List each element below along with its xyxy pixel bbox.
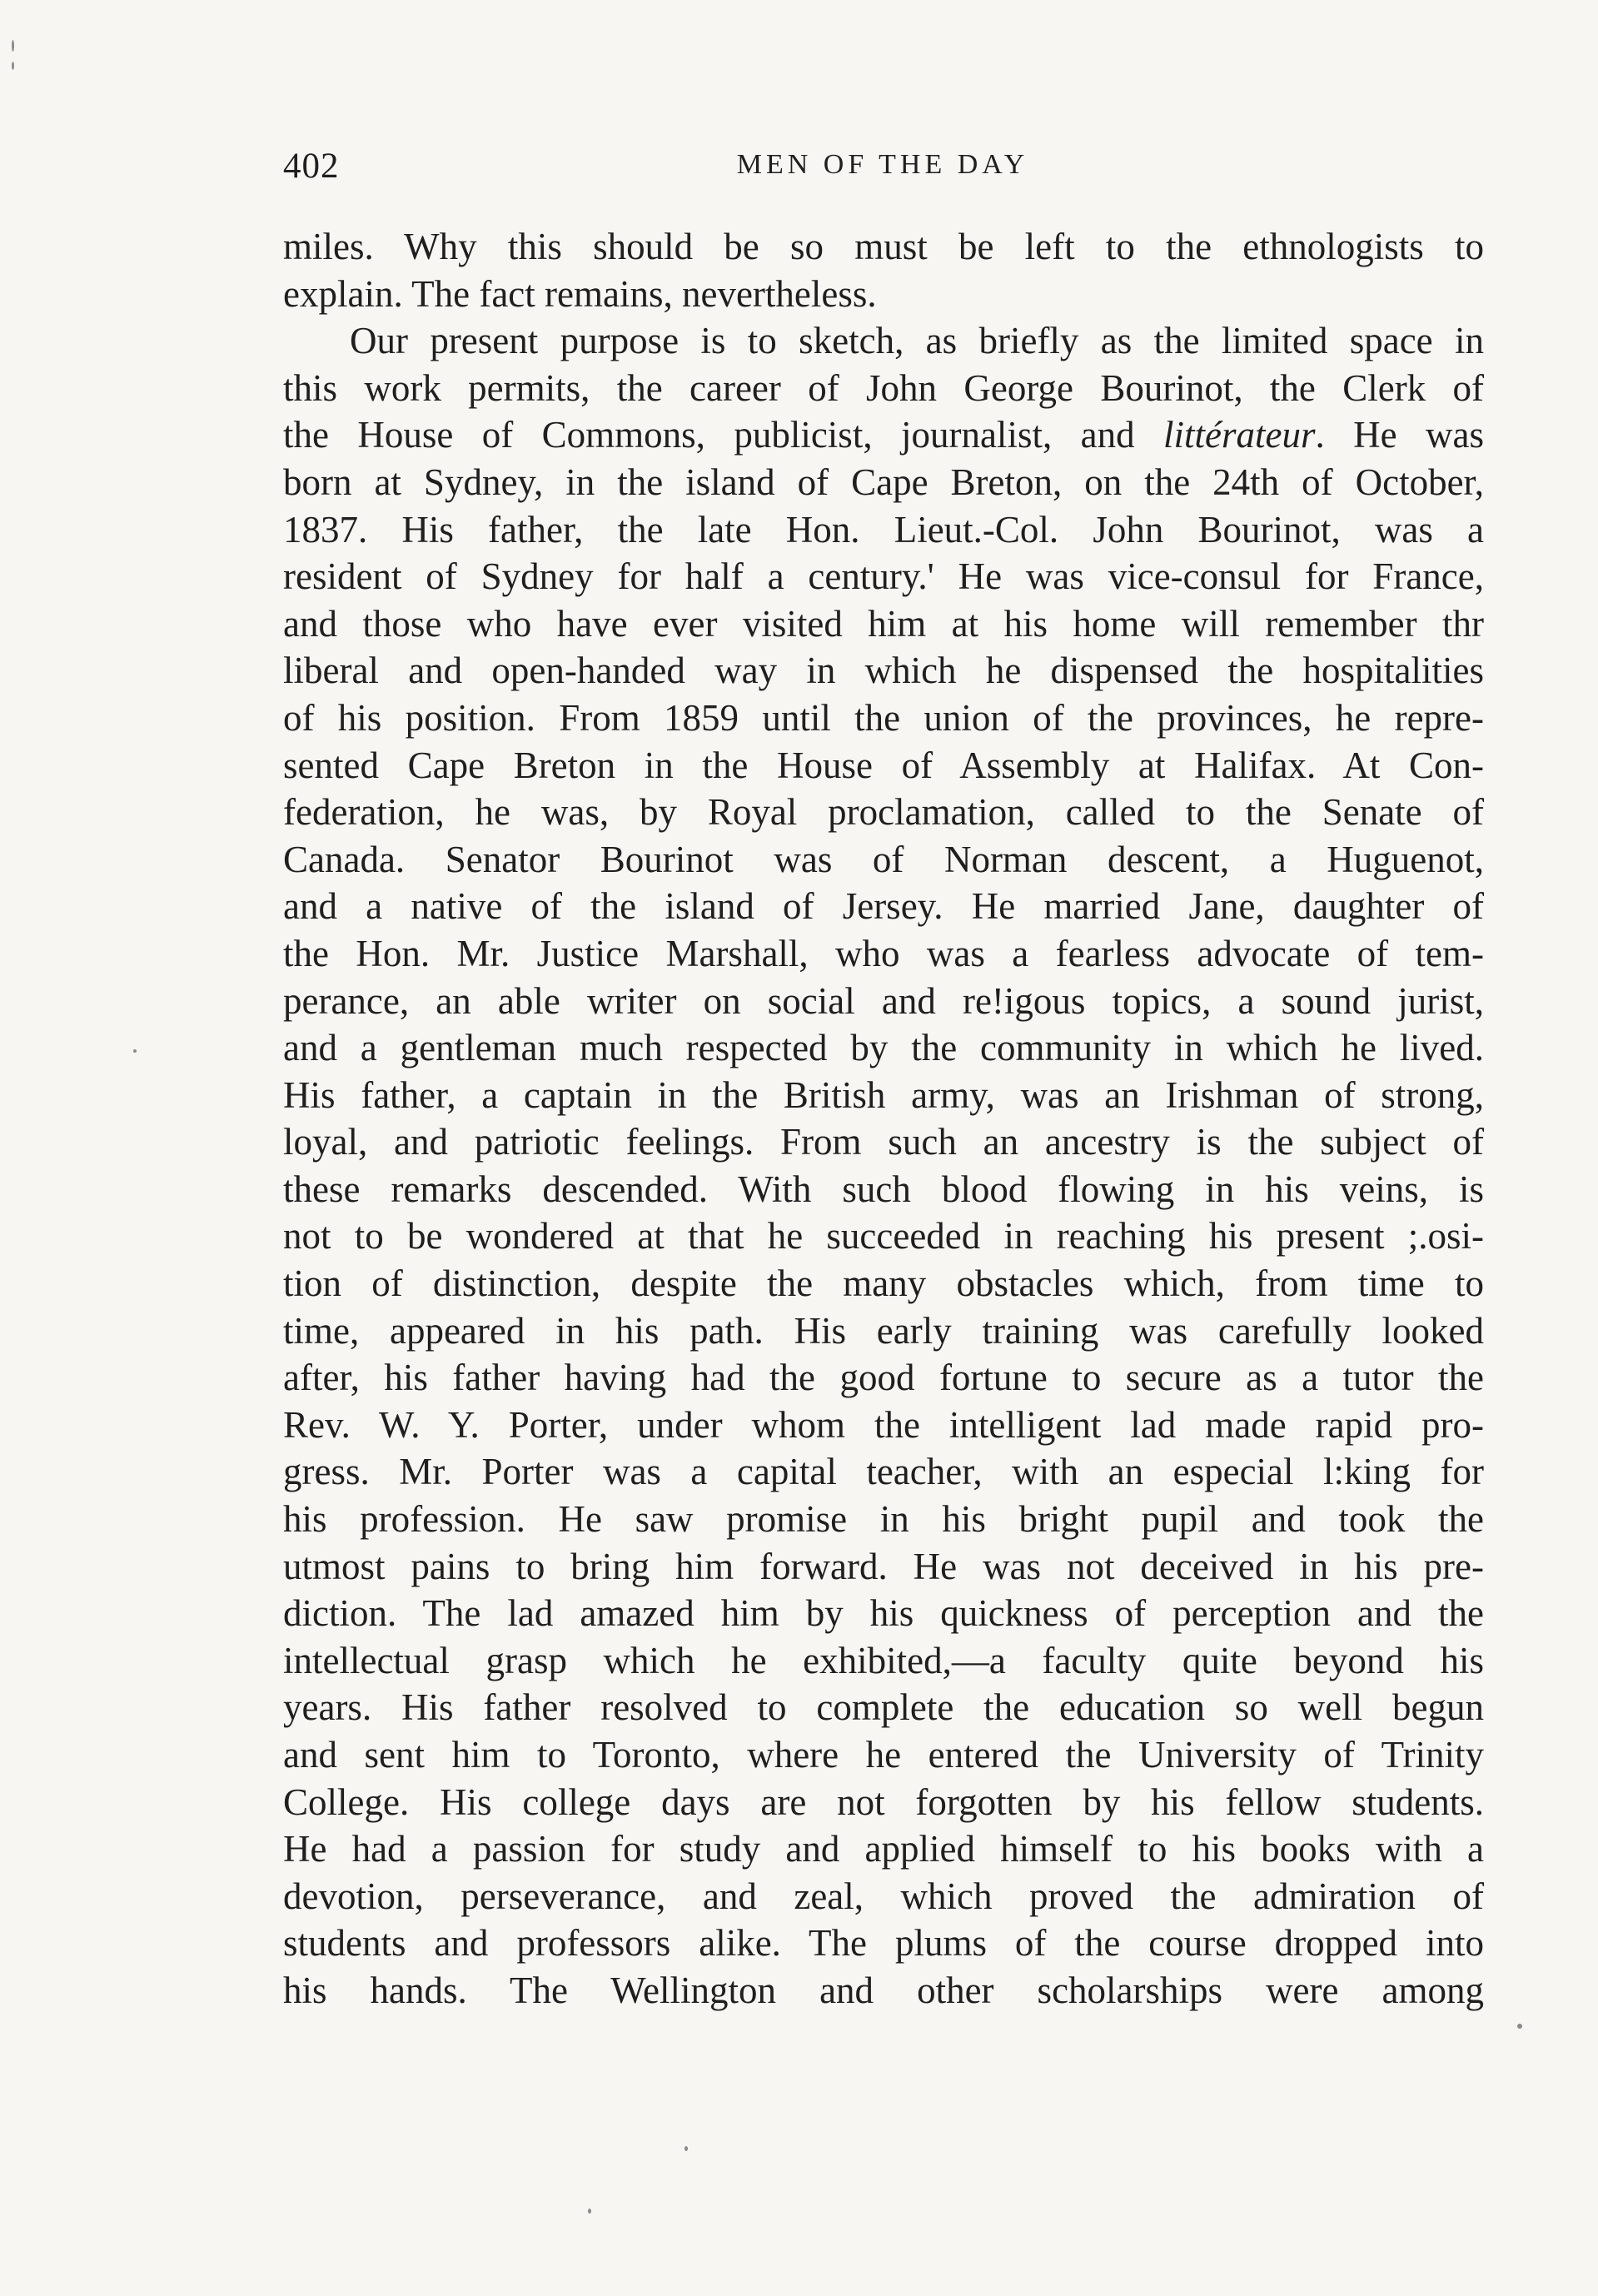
text-line: 1837. His father, the late Hon. Lieut.-Col. John Bourinot, was a	[283, 508, 1484, 550]
text-line: College. His college days are not forgotten by his fellow students.	[283, 1781, 1484, 1823]
text-line: of his position. From 1859 until the union of the provinces, he repre-	[283, 696, 1484, 739]
text-line: He had a passion for study and applied himself to his books with a	[283, 1828, 1484, 1870]
italic-word: littérateur	[1162, 414, 1316, 456]
text-line: students and professors alike. The plums of the course dropped into	[283, 1922, 1484, 1965]
text-line: miles. Why this should be so must be left to the ethnologists to	[283, 226, 1484, 267]
text-line: loyal, and patriotic feelings. From such an ancestry is the subject of	[283, 1121, 1484, 1163]
scan-speck	[12, 62, 14, 70]
text-line: sented Cape Breton in the House of Assembly at Halifax. At Con-	[283, 744, 1484, 786]
scan-speck	[588, 2209, 591, 2214]
text-line: and those who have ever visited him at his home will remember thr	[283, 602, 1484, 645]
text-line: Our present purpose is to sketch, as briefly as the limited space in	[350, 320, 1484, 362]
text-line: federation, he was, by Royal proclamation, called to the Senate of	[283, 791, 1484, 834]
body-text	[283, 223, 1484, 2015]
text-line: after, his father having had the good fortune to secure as a tutor the	[283, 1357, 1484, 1399]
running-head	[283, 146, 1482, 196]
text-line: years. His father resolved to complete the education so well begun	[283, 1686, 1484, 1729]
text-line: Canada. Senator Bourinot was of Norman descent, a Huguenot,	[283, 838, 1484, 880]
text-line: intellectual grasp which he exhibited,—a faculty quite beyond his	[283, 1639, 1484, 1681]
text-line: time, appeared in his path. His early training was carefully looked	[283, 1309, 1484, 1352]
text-line: explain. The fact remains, nevertheless.	[283, 272, 877, 315]
text-line: the Hon. Mr. Justice Marshall, who was a fearless advocate of tem-	[283, 932, 1484, 974]
text-line: tion of distinction, despite the many obstacles which, from time to	[283, 1263, 1484, 1305]
running-head-title: MEN OF THE DAY	[736, 149, 1029, 180]
text-line: gress. Mr. Porter was a capital teacher, with an especial l:king for	[283, 1451, 1484, 1493]
text-line: and a native of the island of Jersey. He married Jane, daughter of	[283, 885, 1484, 928]
scan-speck	[133, 1049, 137, 1053]
text-line: this work permits, the career of John George Bourinot, the Clerk of	[283, 366, 1484, 409]
text-line: liberal and open-handed way in which he dispensed the hospitalities	[283, 650, 1484, 692]
text-line: the House of Commons, publicist, journalist, and littérateur. He was	[283, 414, 1484, 456]
text-line: Rev. W. Y. Porter, under whom the intelligent lad made rapid pro-	[283, 1403, 1484, 1446]
text-line: His father, a captain in the British army, was an Irishman of strong,	[283, 1073, 1484, 1116]
text-line: diction. The lad amazed him by his quickness of perception and the	[283, 1592, 1484, 1635]
text-line: perance, an able writer on social and re!igous topics, a sound jurist,	[283, 979, 1484, 1022]
scan-speck	[1517, 2024, 1522, 2029]
text-line: and sent him to Toronto, where he entered the University of Trinity	[283, 1734, 1484, 1776]
text-line: resident of Sydney for half a century.' He was vice-consul for France,	[283, 555, 1484, 598]
text-line: these remarks descended. With such blood flowing in his veins, is	[283, 1168, 1484, 1210]
text-line: and a gentleman much respected by the community in which he lived.	[283, 1027, 1484, 1069]
text-line: utmost pains to bring him forward. He was not deceived in his pre-	[283, 1545, 1484, 1587]
text-line: his hands. The Wellington and other scholarships were among	[283, 1969, 1484, 2011]
page-number: 402	[283, 147, 340, 186]
scan-speck	[12, 40, 14, 52]
text-line: not to be wondered at that he succeeded in reaching his present ;.osi-	[283, 1215, 1484, 1258]
text-line: born at Sydney, in the island of Cape Breton, on the 24th of October,	[283, 461, 1484, 503]
text-line: devotion, perseverance, and zeal, which proved the admiration of	[283, 1875, 1484, 1917]
scan-speck	[685, 2146, 688, 2151]
text-line: his profession. He saw promise in his bright pupil and took the	[283, 1498, 1484, 1541]
